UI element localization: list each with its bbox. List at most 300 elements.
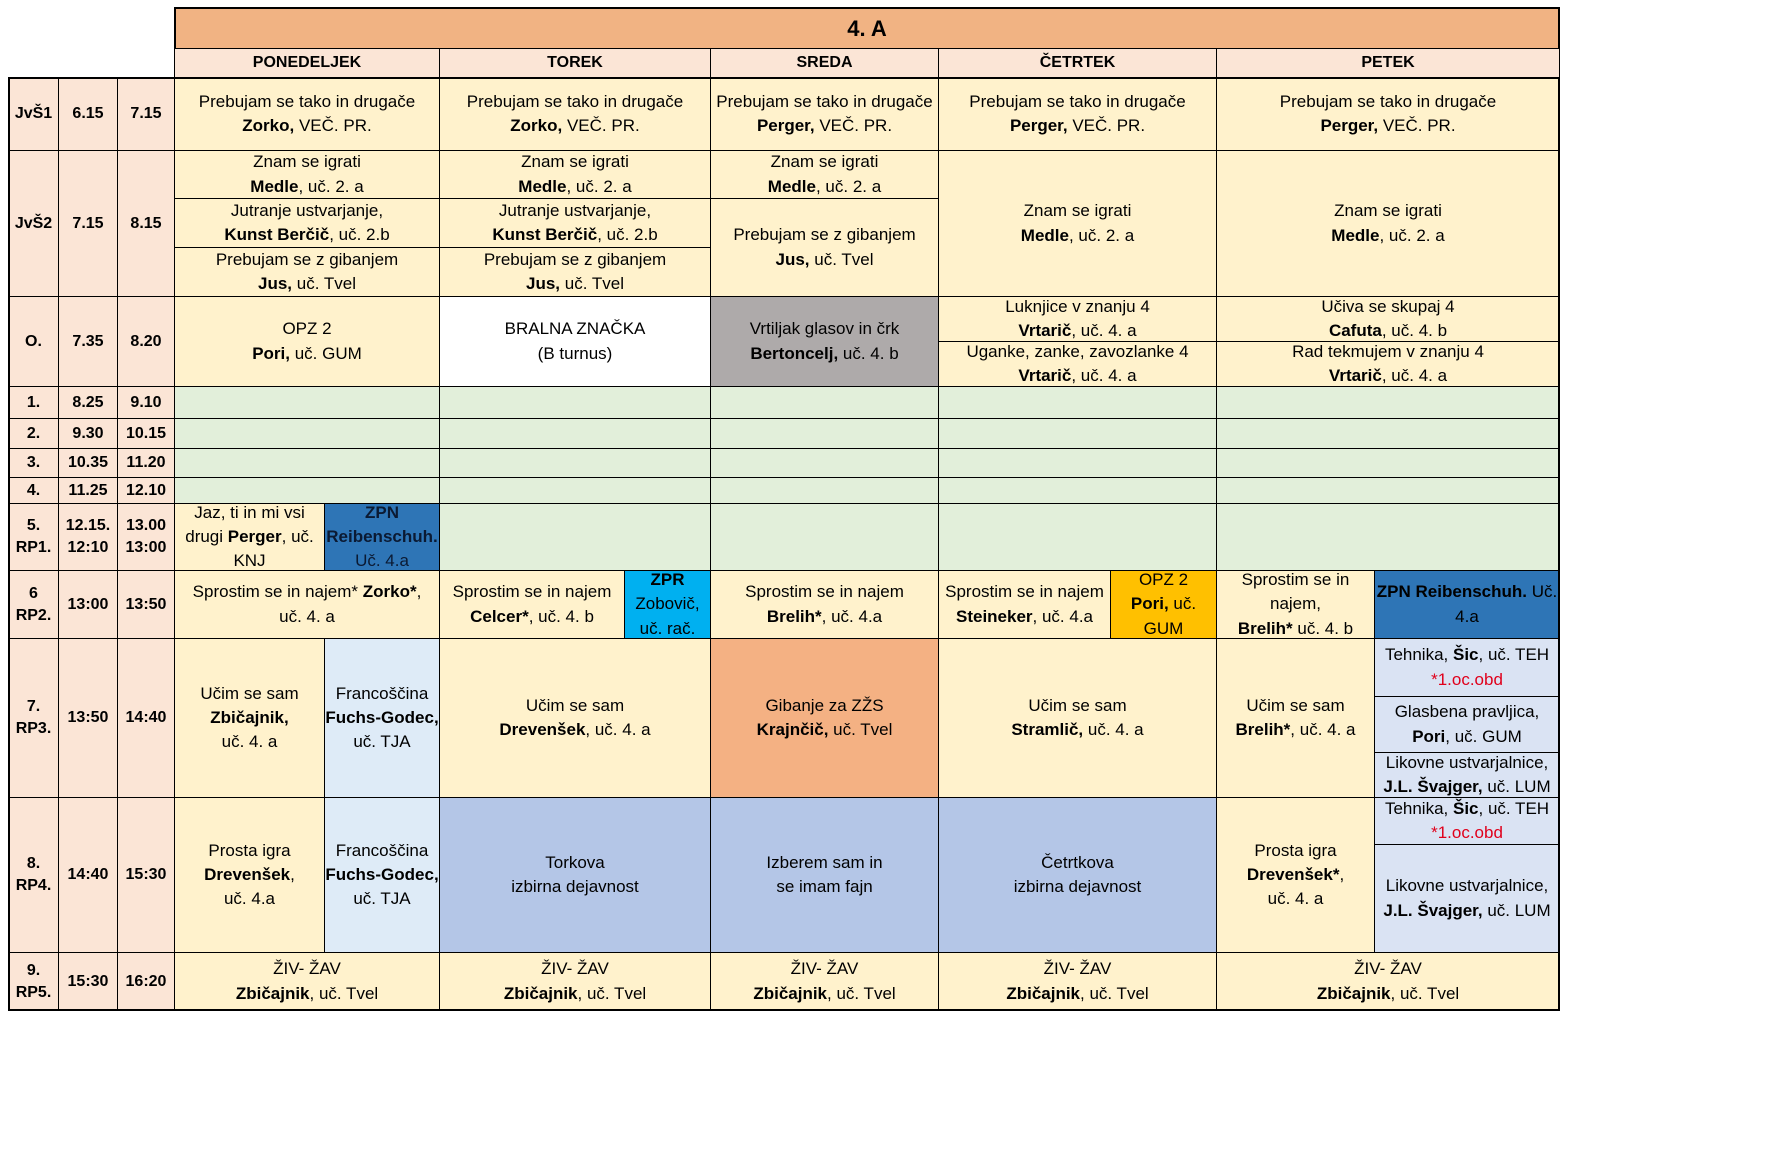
cell-text: 10.35 bbox=[67, 454, 109, 472]
cell-segment: Prebujam se z gibanjem bbox=[483, 249, 667, 269]
cell-segment: Pori bbox=[1412, 726, 1446, 746]
cell-line bbox=[1321, 296, 1454, 319]
cell-segment: VEČ. PR. bbox=[294, 116, 372, 135]
cell-segment: uč. 4. a bbox=[221, 732, 278, 752]
lesson-slot-fri bbox=[1216, 503, 1560, 571]
period-name bbox=[8, 477, 59, 504]
activity-wed-jvs2-b bbox=[710, 198, 939, 297]
activity-wed-9 bbox=[710, 952, 939, 1011]
cell-segment: , uč. Tvel bbox=[1390, 983, 1460, 1003]
cell-line bbox=[1254, 839, 1336, 863]
cell-segment: Vrtarič bbox=[1018, 321, 1072, 340]
cell-segment: Znam se igrati bbox=[770, 152, 879, 172]
cell-line bbox=[185, 525, 314, 549]
cell-line bbox=[1377, 580, 1557, 604]
cell-segment: , uč. Tvel bbox=[577, 983, 647, 1003]
cell-segment: Prebujam se z gibanjem bbox=[215, 249, 399, 269]
cell-segment: Pori, bbox=[252, 343, 290, 363]
cell-text: 7.35 bbox=[72, 332, 104, 350]
cell-line bbox=[1431, 821, 1503, 845]
activity-mon-5-a bbox=[174, 503, 325, 571]
cell-segment: Brelih* bbox=[766, 606, 822, 626]
cell-segment: ZPR bbox=[650, 570, 685, 590]
cell-segment: Luknjice v znanju 4 bbox=[1005, 296, 1150, 316]
cell-segment: , uč. 4.a bbox=[821, 606, 883, 626]
activity-wed-jvs2-a bbox=[710, 150, 939, 199]
cell-segment: Vrtarič bbox=[1018, 366, 1072, 385]
cell-line bbox=[193, 580, 422, 604]
cell-segment: Drevenšek bbox=[499, 720, 586, 739]
cell-text: 12.10 bbox=[125, 481, 167, 499]
cell-segment: Zobovič, bbox=[635, 594, 700, 614]
cell-segment: OPZ 2 bbox=[1138, 570, 1189, 590]
cell-line bbox=[1412, 725, 1522, 749]
cell-line bbox=[1386, 752, 1549, 775]
cell-line bbox=[253, 150, 361, 174]
cell-line bbox=[765, 694, 883, 718]
activity-fri-8-b1 bbox=[1374, 797, 1560, 845]
period-name bbox=[8, 77, 59, 151]
cell-line bbox=[776, 248, 874, 272]
cell-segment: Prebujam se tako in drugače bbox=[969, 91, 1186, 111]
period-name bbox=[8, 952, 59, 1011]
cell-segment: Kunst Berčič bbox=[224, 225, 330, 244]
cell-line bbox=[1021, 224, 1134, 248]
period-end bbox=[117, 570, 175, 639]
activity-thu-6-a bbox=[938, 570, 1111, 639]
cell-line bbox=[545, 851, 605, 875]
cell-line bbox=[279, 605, 335, 629]
cell-segment: Zbičajnik bbox=[753, 983, 828, 1003]
cell-segment: , uč. TEH bbox=[1478, 645, 1550, 665]
period-end bbox=[117, 418, 175, 449]
cell-line bbox=[1011, 718, 1143, 742]
cell-text: 16:20 bbox=[125, 972, 167, 990]
cell-segment: uč. TJA bbox=[353, 732, 411, 752]
period-name bbox=[8, 150, 59, 297]
cell-text: 1. bbox=[26, 393, 41, 411]
cell-line bbox=[956, 605, 1093, 629]
lesson-slot-fri bbox=[1216, 386, 1560, 419]
cell-segment: Medle bbox=[1020, 225, 1069, 245]
cell-segment: ZPN Reibenschuh. bbox=[1376, 582, 1527, 602]
cell-text: 8. bbox=[26, 855, 41, 873]
cell-line bbox=[771, 150, 879, 174]
activity-tue-jvs2-c bbox=[439, 247, 711, 297]
cell-segment: Uganke, zanke, zavozlanke 4 bbox=[966, 341, 1189, 361]
cell-segment: uč. 4. a bbox=[279, 606, 335, 626]
cell-segment: , bbox=[1339, 864, 1345, 884]
activity-wed-8 bbox=[710, 797, 939, 953]
period-end bbox=[117, 952, 175, 1011]
cell-segment: Prebujam se tako in drugače bbox=[716, 91, 933, 111]
period-end bbox=[117, 296, 175, 387]
cell-line bbox=[1334, 199, 1442, 223]
cell-line bbox=[1317, 982, 1459, 1006]
cell-line bbox=[1006, 982, 1148, 1006]
activity-fri-8-b2 bbox=[1374, 844, 1560, 953]
cell-line bbox=[1385, 797, 1549, 821]
cell-segment: Učim se sam bbox=[525, 695, 625, 715]
cell-line bbox=[505, 317, 646, 341]
activity-wed-o bbox=[710, 296, 939, 387]
cell-segment: Učim se sam bbox=[1028, 695, 1127, 715]
cell-line bbox=[1247, 863, 1344, 887]
activity-mon-5-b bbox=[324, 503, 440, 571]
cell-segment: Perger, bbox=[756, 116, 815, 135]
cell-line bbox=[355, 549, 409, 571]
period-name bbox=[8, 386, 59, 419]
lesson-slot-mon bbox=[174, 418, 440, 449]
cell-segment: ŽIV- ŽAV bbox=[1043, 959, 1112, 979]
activity-thu-jvs2 bbox=[938, 150, 1217, 297]
cell-line bbox=[1431, 668, 1503, 692]
cell-segment: Medle bbox=[1331, 225, 1380, 245]
cell-segment: , uč. 4. a bbox=[1071, 321, 1137, 340]
cell-segment: Znam se igrati bbox=[521, 152, 629, 172]
cell-line bbox=[353, 730, 410, 754]
cell-segment: uč. 4. a bbox=[1267, 889, 1324, 909]
cell-segment: , uč. 2. a bbox=[566, 176, 632, 196]
lesson-slot-wed bbox=[710, 418, 939, 449]
cell-segment: GUM bbox=[1143, 618, 1184, 638]
activity-fri-7-b1 bbox=[1374, 638, 1560, 697]
cell-segment: Sprostim se in najem bbox=[745, 582, 904, 602]
cell-line bbox=[538, 342, 613, 366]
cell-line bbox=[1005, 296, 1150, 319]
cell-line bbox=[231, 199, 383, 223]
period-end bbox=[117, 386, 175, 419]
cell-segment: Cafuta bbox=[1328, 321, 1382, 340]
cell-segment: Francoščina bbox=[335, 683, 429, 703]
cell-text: 5. bbox=[26, 517, 41, 535]
cell-line bbox=[499, 199, 651, 223]
activity-mon-jvs2-b bbox=[174, 198, 440, 248]
cell-line bbox=[1024, 199, 1132, 223]
cell-segment: , uč. 4. a bbox=[1381, 366, 1448, 385]
cell-text: 9.30 bbox=[72, 424, 104, 442]
cell-segment: uč. LUM bbox=[1482, 777, 1551, 796]
cell-segment: uč. 4. b bbox=[838, 343, 899, 363]
period-start bbox=[58, 296, 118, 387]
activity-fri-6-b bbox=[1374, 570, 1560, 639]
cell-segment: uč. Tvel bbox=[809, 249, 874, 269]
cell-segment: Učiva se skupaj 4 bbox=[1321, 296, 1455, 316]
activity-tue-o bbox=[439, 296, 711, 387]
activity-wed-jvs1 bbox=[710, 77, 939, 151]
cell-line bbox=[1385, 643, 1549, 667]
cell-line bbox=[510, 114, 639, 138]
period-start bbox=[58, 448, 118, 478]
cell-line bbox=[1320, 114, 1455, 138]
cell-segment: uč. TJA bbox=[353, 889, 411, 909]
cell-text: 15:30 bbox=[67, 972, 109, 990]
cell-segment: Vrtarič bbox=[1328, 366, 1382, 385]
period-name bbox=[8, 418, 59, 449]
period-name bbox=[8, 797, 59, 953]
cell-segment: Pori, bbox=[1130, 594, 1169, 614]
cell-line bbox=[521, 150, 629, 174]
cell-line bbox=[1383, 899, 1550, 923]
activity-fri-o-a bbox=[1216, 296, 1560, 342]
activity-fri-8-a bbox=[1216, 797, 1375, 953]
cell-line bbox=[750, 342, 898, 366]
lesson-slot-tue bbox=[439, 477, 711, 504]
cell-text: 6 bbox=[29, 584, 38, 602]
cell-segment: Izberem sam in bbox=[766, 852, 883, 872]
activity-tue-jvs2-a bbox=[439, 150, 711, 199]
activity-tue-8 bbox=[439, 797, 711, 953]
cell-segment: Krajnčič, bbox=[756, 720, 829, 739]
cell-line bbox=[216, 248, 398, 272]
cell-segment: izbirna dejavnost bbox=[1013, 877, 1142, 896]
activity-fri-9 bbox=[1216, 952, 1560, 1011]
cell-segment: , uč. 4. b bbox=[528, 606, 594, 626]
cell-segment: , uč. GUM bbox=[1445, 726, 1522, 746]
cell-segment: Francoščina bbox=[335, 840, 429, 860]
cell-line bbox=[1268, 887, 1324, 911]
cell-segment: Brelih* bbox=[1235, 720, 1291, 739]
cell-line bbox=[336, 682, 429, 706]
cell-line bbox=[526, 272, 624, 296]
cell-segment: Tehnika, bbox=[1384, 798, 1453, 818]
lesson-slot-fri bbox=[1216, 448, 1560, 478]
cell-segment: Zorko, bbox=[510, 116, 563, 135]
cell-line bbox=[200, 682, 298, 706]
cell-line bbox=[966, 341, 1188, 364]
cell-segment: , uč. 2. a bbox=[815, 176, 882, 196]
cell-segment: Bertoncelj, bbox=[750, 343, 839, 363]
cell-segment: , bbox=[416, 582, 422, 602]
cell-line bbox=[499, 718, 650, 742]
cell-line bbox=[745, 580, 904, 604]
cell-text: 4. A bbox=[847, 15, 887, 41]
cell-segment: , uč. 4.a bbox=[1032, 606, 1094, 626]
cell-segment: Učim se sam bbox=[1246, 695, 1345, 715]
cell-line bbox=[282, 317, 331, 341]
cell-segment: Likovne ustvarjalnice, bbox=[1385, 752, 1549, 772]
period-name bbox=[8, 503, 59, 571]
cell-line bbox=[1455, 605, 1479, 629]
cell-line bbox=[635, 592, 699, 616]
cell-text: 4. bbox=[26, 481, 41, 499]
cell-segment: uč. LUM bbox=[1482, 900, 1551, 920]
cell-segment: uč. 4. a bbox=[1083, 720, 1144, 739]
cell-segment: Zorko, bbox=[242, 116, 295, 135]
cell-segment: Medle bbox=[250, 176, 299, 196]
activity-thu-7 bbox=[938, 638, 1217, 798]
cell-segment: , uč. Tvel bbox=[827, 983, 896, 1003]
cell-line bbox=[1238, 617, 1353, 639]
activity-fri-7-b3 bbox=[1374, 752, 1560, 798]
cell-segment: , uč. 4. a bbox=[1071, 366, 1137, 385]
activity-mon-jvs1 bbox=[174, 77, 440, 151]
activity-fri-o-b bbox=[1216, 341, 1560, 387]
cell-line bbox=[208, 839, 290, 863]
activity-fri-jvs1 bbox=[1216, 77, 1560, 151]
cell-line bbox=[204, 863, 295, 887]
cell-line bbox=[224, 887, 275, 911]
cell-segment: Znam se igrati bbox=[1023, 201, 1132, 221]
activity-thu-o-a bbox=[938, 296, 1217, 342]
cell-segment: Zorko* bbox=[362, 582, 417, 602]
cell-segment: Zbičajnik, bbox=[210, 707, 289, 727]
cell-segment: (B turnus) bbox=[537, 343, 613, 363]
activity-mon-jvs2-a bbox=[174, 150, 440, 199]
cell-line bbox=[325, 863, 438, 887]
cell-segment: Četrtkova bbox=[1041, 852, 1114, 872]
cell-segment: Vrtiljak glasov in črk bbox=[749, 319, 900, 339]
cell-line bbox=[757, 114, 892, 138]
cell-segment: Perger bbox=[227, 526, 282, 546]
period-start bbox=[58, 150, 118, 297]
cell-line bbox=[1246, 694, 1344, 718]
cell-segment: J.L. Švajger, bbox=[1383, 900, 1483, 920]
cell-segment: Celcer* bbox=[470, 606, 529, 626]
lesson-slot-wed bbox=[710, 386, 939, 419]
cell-line bbox=[1242, 570, 1350, 592]
lesson-slot-mon bbox=[174, 386, 440, 419]
cell-line bbox=[1383, 775, 1550, 798]
cell-segment: Šic bbox=[1452, 798, 1479, 818]
cell-text: ČETRTEK bbox=[1039, 53, 1116, 71]
cell-line bbox=[1329, 364, 1447, 387]
cell-line bbox=[753, 982, 895, 1006]
class-title bbox=[174, 7, 1560, 49]
cell-line bbox=[640, 617, 696, 639]
cell-segment: , uč. 2.b bbox=[329, 225, 390, 244]
cell-segment: , uč. 4. a bbox=[585, 720, 651, 739]
cell-line bbox=[1354, 957, 1422, 981]
cell-segment: Steineker bbox=[955, 606, 1033, 626]
period-end bbox=[117, 150, 175, 297]
period-end bbox=[117, 477, 175, 504]
cell-text: 13:50 bbox=[125, 595, 167, 613]
day-header-tue bbox=[439, 48, 711, 78]
cell-segment: , bbox=[290, 864, 295, 884]
cell-line bbox=[1292, 341, 1484, 364]
cell-segment: VEČ. PR. bbox=[814, 116, 893, 135]
activity-wed-6 bbox=[710, 570, 939, 639]
cell-text: 7.15 bbox=[130, 105, 162, 123]
activity-mon-jvs2-c bbox=[174, 247, 440, 297]
cell-segment: Kunst Berčič bbox=[492, 225, 598, 244]
period-end bbox=[117, 448, 175, 478]
cell-segment: ŽIV- ŽAV bbox=[1354, 959, 1422, 979]
activity-mon-7-b bbox=[324, 638, 440, 798]
cell-segment: uč. 4. b bbox=[1292, 618, 1354, 638]
cell-segment: Tehnika, bbox=[1384, 645, 1453, 665]
cell-segment: Glasbena pravljica, bbox=[1394, 702, 1540, 722]
cell-segment: Torkova bbox=[545, 852, 605, 872]
activity-tue-6-b bbox=[624, 570, 711, 639]
cell-segment: 4.a bbox=[1455, 606, 1479, 626]
period-end bbox=[117, 638, 175, 798]
cell-segment: Znam se igrati bbox=[253, 152, 361, 172]
cell-segment: se imam fajn bbox=[776, 877, 873, 896]
cell-segment: Medle bbox=[518, 176, 567, 196]
cell-line bbox=[224, 223, 389, 247]
cell-segment: Jutranje ustvarjanje, bbox=[498, 200, 652, 220]
period-start bbox=[58, 418, 118, 449]
lesson-slot-wed bbox=[710, 477, 939, 504]
cell-text: RP2. bbox=[15, 606, 52, 624]
cell-line bbox=[326, 525, 437, 549]
cell-line bbox=[1018, 364, 1136, 387]
cell-segment: najem, bbox=[1269, 594, 1322, 614]
period-end bbox=[117, 77, 175, 151]
cell-line bbox=[1014, 875, 1142, 899]
cell-line bbox=[365, 503, 399, 525]
cell-segment: , uč. 2.b bbox=[597, 225, 658, 244]
cell-segment: , uč. 2. a bbox=[1068, 225, 1135, 245]
activity-thu-8 bbox=[938, 797, 1217, 953]
cell-line bbox=[467, 90, 683, 114]
lesson-slot-fri bbox=[1216, 477, 1560, 504]
cell-line bbox=[353, 887, 410, 911]
cell-text: 11.20 bbox=[126, 454, 166, 472]
cell-line bbox=[1386, 874, 1549, 898]
cell-segment: , uč. 4. b bbox=[1381, 321, 1448, 340]
cell-segment: Jus, bbox=[775, 249, 810, 269]
cell-text: 15:30 bbox=[125, 866, 167, 884]
cell-text: 13:50 bbox=[67, 709, 109, 727]
lesson-slot-fri bbox=[1216, 418, 1560, 449]
cell-segment: uč. bbox=[1168, 594, 1197, 614]
activity-tue-jvs1 bbox=[439, 77, 711, 151]
period-name bbox=[8, 638, 59, 798]
lesson-slot-mon bbox=[174, 477, 440, 504]
cell-segment: uč. Tvel bbox=[292, 274, 356, 293]
cell-line bbox=[518, 175, 631, 199]
activity-mon-7-a bbox=[174, 638, 325, 798]
cell-segment: *1.oc.obd bbox=[1431, 669, 1503, 689]
day-header-fri bbox=[1216, 48, 1560, 78]
cell-line bbox=[1131, 592, 1196, 616]
cell-segment: , uč. 2. a bbox=[1379, 225, 1445, 245]
cell-segment: Učim se sam bbox=[200, 683, 299, 703]
cell-text: RP3. bbox=[15, 720, 52, 737]
cell-segment: VEČ. PR. bbox=[1067, 116, 1146, 135]
cell-segment: Drevenšek bbox=[204, 864, 291, 884]
lesson-slot-wed bbox=[710, 448, 939, 478]
cell-segment: Zbičajnik bbox=[503, 983, 578, 1003]
cell-text: 9.10 bbox=[130, 393, 162, 411]
cell-segment: Znam se igrati bbox=[1334, 201, 1442, 221]
cell-line bbox=[1028, 694, 1126, 718]
cell-line bbox=[969, 90, 1185, 114]
lesson-slot-tue bbox=[439, 386, 711, 419]
day-header-wed bbox=[710, 48, 939, 78]
cell-text: 8.15 bbox=[130, 214, 162, 232]
cell-text: 11.25 bbox=[68, 481, 108, 499]
cell-segment: Jutranje ustvarjanje, bbox=[230, 200, 384, 220]
cell-line bbox=[210, 706, 288, 730]
cell-segment: Zbičajnik bbox=[1316, 983, 1391, 1003]
cell-text: 6.15 bbox=[72, 105, 104, 123]
cell-segment: BRALNA ZNAČKA bbox=[504, 319, 646, 339]
activity-tue-jvs2-b bbox=[439, 198, 711, 248]
lesson-slot-tue bbox=[439, 418, 711, 449]
lesson-slot-thu bbox=[938, 386, 1217, 419]
cell-line bbox=[1395, 700, 1540, 724]
cell-segment: Reibenschuh. bbox=[326, 526, 438, 546]
cell-segment: Zbičajnik bbox=[1006, 983, 1081, 1003]
period-start bbox=[58, 503, 118, 571]
cell-line bbox=[1331, 224, 1444, 248]
period-end bbox=[117, 797, 175, 953]
cell-line bbox=[1144, 617, 1184, 639]
